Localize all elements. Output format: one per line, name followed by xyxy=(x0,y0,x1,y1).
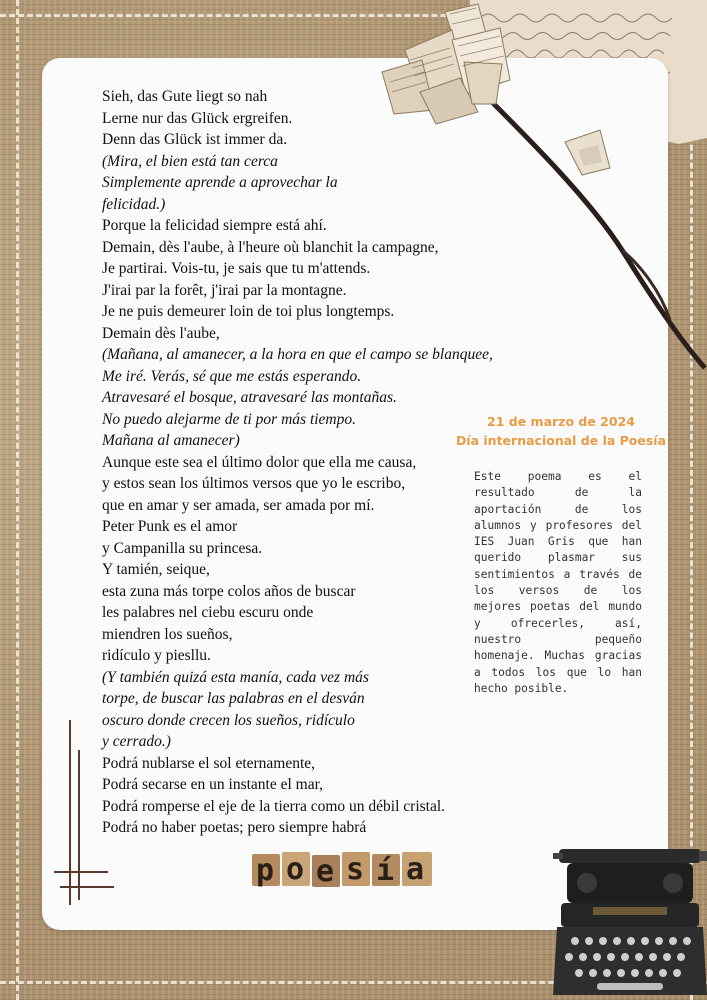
svg-text:p: p xyxy=(256,853,275,888)
poem-line: felicidad.) xyxy=(102,195,166,213)
poem-line: (Mira, el bien está tan cerca xyxy=(102,152,278,170)
event-description: Este poema es el resultado de la aportación de los alumnos y profesores del IES Juan Gris que han querido plasmar sus sentimientos a través de los versos de los mejores poetas del mundo y ofrecerles, así, nuestro pequeño homenaje. Muchas gracias a todos los que lo han hecho posible. xyxy=(474,470,642,695)
poem-line: Podrá no haber poetas; pero siempre habrá xyxy=(102,819,367,836)
poem-line: Y tamién, seique, xyxy=(102,561,210,578)
event-heading xyxy=(450,412,672,450)
event-name: Día internacional de la Poesía xyxy=(455,433,667,448)
svg-text:í: í xyxy=(376,853,395,888)
poem-line: Atravesaré el bosque, atravesaré las montañas. xyxy=(102,389,397,406)
poem-line: Peter Punk es el amor xyxy=(102,518,238,535)
poem-line: esta zuna más torpe colos años de buscar xyxy=(102,582,356,600)
poem-line: Demain, dès l'aube, à l'heure où blanchit la campagne, xyxy=(102,238,439,256)
poem-line: (Y también quizá esta manía, cada vez más xyxy=(102,668,369,686)
poesia-logo xyxy=(248,848,438,890)
poem-line: Podrá secarse en un instante el mar, xyxy=(102,776,324,793)
poem-text xyxy=(102,86,512,839)
poem-line: Me iré. Verás, sé que me estás esperando. xyxy=(102,367,362,385)
poem-line: oscuro donde crecen los sueños, ridículo xyxy=(102,711,355,729)
poem-line: y Campanilla su princesa. xyxy=(102,539,263,557)
cross-lines-icon xyxy=(52,720,116,905)
stitch-border-left xyxy=(16,0,19,1000)
poem-line: Podrá romperse el eje de la tierra como un débil cristal. xyxy=(102,797,446,815)
poem-line: y cerrado.) xyxy=(102,733,171,750)
poem-line: Demain dès l'aube, xyxy=(102,324,220,342)
poem-line: Lerne nur das Glück ergreifen. xyxy=(102,109,293,127)
poem-line: miendren los sueños, xyxy=(102,625,233,643)
poem-line: torpe, de buscar las palabras en el desván xyxy=(102,690,365,707)
svg-text:s: s xyxy=(346,852,365,887)
poem-line: ridículo y piesllu. xyxy=(102,647,211,664)
poem-line: Je ne puis demeurer loin de toi plus longtemps. xyxy=(102,303,395,320)
poem-line: No puedo alejarme de ti por más tiempo. xyxy=(102,410,357,428)
poem-line: Porque la felicidad siempre está ahí. xyxy=(102,217,327,234)
poem-line: (Mañana, al amanecer, a la hora en que el campo se blanquee, xyxy=(102,346,493,363)
poem-line: Mañana al amanecer) xyxy=(102,432,240,449)
poem-line: les palabres nel ciebu escuru onde xyxy=(102,604,314,621)
poem-line: Sieh, das Gute liegt so nah xyxy=(102,88,268,105)
svg-text:o: o xyxy=(286,852,305,887)
poem-line: Aunque este sea el último dolor que ella me causa, xyxy=(102,453,417,471)
poem-line: Je partirai. Vois-tu, je sais que tu m'attends. xyxy=(102,260,371,277)
poem-line: Simplemente aprende a aprovechar la xyxy=(102,174,338,191)
poem-line: que en amar y ser amada, ser amada por mí. xyxy=(102,496,375,514)
typewriter-icon xyxy=(553,845,707,1000)
poem-line: J'irai par la forêt, j'irai par la montagne. xyxy=(102,281,347,299)
event-date: 21 de marzo de 2024 xyxy=(487,414,635,429)
svg-text:e: e xyxy=(316,854,335,889)
svg-text:a: a xyxy=(406,852,425,887)
poem-line: Denn das Glück ist immer da. xyxy=(102,131,288,148)
poem-line: y estos sean los últimos versos que yo le escribo, xyxy=(102,475,406,492)
poem-line: Podrá nublarse el sol eternamente, xyxy=(102,754,316,772)
